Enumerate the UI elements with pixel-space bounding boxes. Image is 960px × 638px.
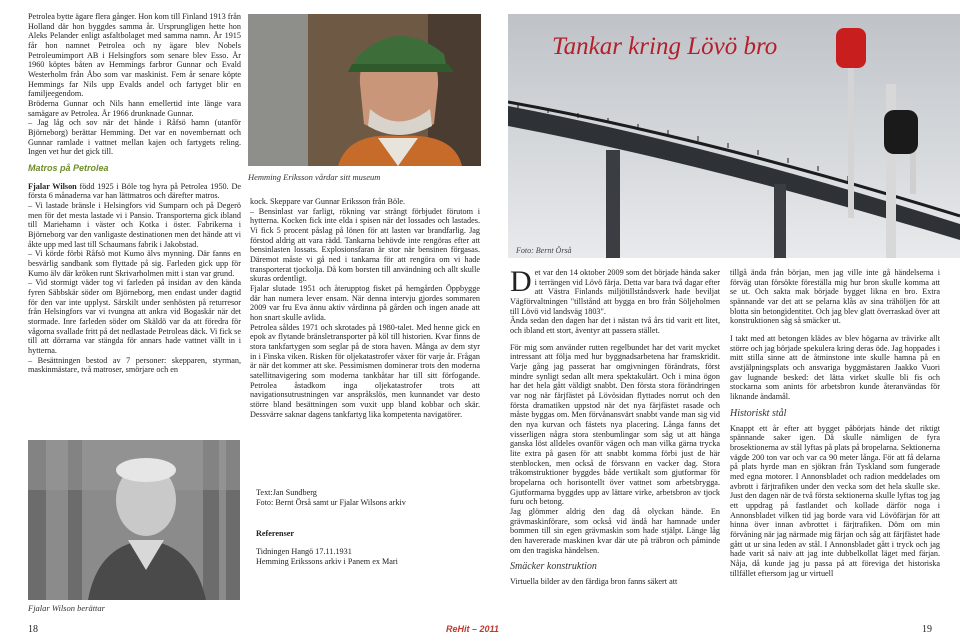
references-heading: Referenser: [256, 529, 295, 539]
col1-top: [28, 12, 241, 375]
section-heading: Smäcker konstruktion: [510, 561, 597, 573]
col4-text: [730, 268, 940, 578]
credits-block: [256, 488, 480, 566]
col2-text: [250, 197, 480, 419]
paragraph: Fjalar Wilson född 1925 i Böle tog hyra på Petrolea 1950. De första 6 månaderna var han lättmatros och därefter matros.: [28, 181, 241, 201]
paragraph: – Jag låg och sov när det hände i Råfsö hamn (utanför Björneborg) berättar Hemming. Det var en novembernatt och Gunnar ramlade i vattnet mellan kajen och fartygets reling. Ingen vet hur det gick till.: [28, 118, 241, 157]
reference-item: Hemming Erikssons arkiv i Panem ex Mari: [256, 556, 398, 566]
paragraph: – Vi lastade bränsle i Helsingfors vid Sumparn och på Degerö men för det mesta lastade vi i Pansio. Transporterna gick ibland till Mariehamn i väster och Kotka i öster. Fabrikerna i Björneborg var den vanligaste destinationen men det hände att vi åkte upp med last till Schaumans fabrik i Jakobstad.: [28, 201, 241, 249]
text-credit: Text:Jan Sundberg: [256, 488, 317, 497]
section-heading: Historiskt stål: [730, 407, 787, 419]
paragraph: Det var den 14 oktober 2009 som det började hända saker i terrängen vid Lövö färja. Detta var bara två dagar efter att Västra Finlands miljötillståndsverk hade beviljat Vägförvaltningen "tillstånd att bygga en bro från Söljeholmen till Lövö vid landsväg 1803".: [510, 265, 720, 316]
paragraph: För mig som använder rutten regelbundet har det varit mycket intressant att följa med hur byggnadsarbetena har framskridit. Varje gång jag passerat har omgivningen förändrats, först mindre synligt sedan allt mera spektakulärt. Och i mina ögon har det hela gått väldigt snabbt. Den första stora förändringen var nog när färjfästet på Lövösidan flyttades norrut och den första dramatiken uppstod när det nya färjfästet rasade och måste byggas om. Men förvånansvärt snabbt vande man sig vid den nya kurvan och fästets nya placering. Långa fanns det visserligen några stora stenbumlingar som såg ut att hänga ganska löst alldeles ovanför vägen och man vilka gärna trycka lite extra på gasen för att snabbt komma förbi just de här stenblocken, men också de försvann en vacker dag. Stora tråkomstruktioner byggdes både vertikalt som gjutformar för bropelarna och horisontellt över vattnet som arbetsbrygga. Gjutformarna byggdes upp av lättare virke, arbetsbron av tjock furu och betong.: [510, 342, 720, 507]
paragraph: Jag glömmer aldrig den dag då olyckan hände. En grävmaskinförare, som också vid ändå har hamnade under bommen till sin egen grävmaskin som hade stjälpt. Länge låg den havererade maskinen kvar där ute på träbron och påminde om den tragiska händelsen.: [510, 507, 720, 555]
article-title: Tankar kring Lövö bro: [552, 33, 778, 60]
photo-fjalar-wilson: [28, 440, 240, 600]
photo-credit-bridge: Foto: Bernt Örså: [516, 246, 572, 255]
paragraph: – Vi körde förbi Råfsö mot Kumo älvs mynning. Där fanns en besvärlig sandbank som flyttade på sig. Farleden gick upp för Kumo älv där kröken runt Skrivarholmen mitt i stan var grund.: [28, 249, 241, 278]
photo-hemming-eriksson: [248, 14, 481, 166]
person-name: Fjalar Wilson: [28, 181, 77, 191]
paragraph: Knappt ett år efter att bygget påbörjats hände det riktigt spännande saker igen. Då skulle nämligen de fyra brosektionerna av stål lyftas på plats på bropelarna. Sektionerna vägde 200 ton var och var ca 90 meter långa. För att få delarna på plats hyrde man en sjökran från Tyskland som fungerade med egna motorer. I Annonsbladet och radion meddelades om avbrott i färjtrafiken under den vecka som det hela skulle ske. Just den dagen när de två första sektionerna skulle lyftas tog jag ett uppdrag på fastlandet och kollade därför noga i Annonsbladet vilken tid jag borde vara vid Lövöfärjan för att hinna över innan avbrottet i färjtrafiken. Döm om min förvåning när jag närmade mig färjan och såg att färjfästet hade gått ut ur sina leden av stål. I Annonsbladet gått i tryck och jag hade varit så naiv att jag inte dubbelkollat läget med färjan. Nåja, då kunde jag ju passa på att föreviga det historiska tillfället eftersom jag ur virtuell: [730, 423, 940, 578]
paragraph: Bröderna Gunnar och Nils hann emellertid inte länge vara samägare av Petrolea. År 1966 drunknade Gunnar.: [28, 99, 241, 118]
paragraph: Petrolea bytte ägare flera gånger. Hon kom till Finland 1913 från Holland där hon byggdes samma år. Ursprungligen hette hon Aleks Pelander enligt asfaltbolaget med samma namn. År 1915 får hon namnet Petrolea och ny ägare blev Nobels Petroleumimport AB i Helsingfors som senare blev Esso. År 1960 köptes båten av Hemmings farbror Gunnar och Evald Westerholm från Åbo som var maskinist. Fem år senare köpte Hemmings far Nils upp Evalds andel och fartyget blir en familjeegendom.: [28, 12, 241, 99]
photo-credit: Foto: Bernt Örså samt ur Fjalar Wilsons arkiv: [256, 497, 406, 507]
paragraph: Ända sedan den dagen har det i nästan två års tid varit ett litet, och ibland ett stort, äventyr att passera stället.: [510, 316, 720, 336]
caption-hemming: Hemming Eriksson vårdar sitt museum: [248, 172, 381, 182]
paragraph: – Vid stormigt väder tog vi farleden på insidan av den kända fyren Säbbskär söder om Björneborg, men endast under dagtid för den var inte upplyst. Särskilt under senhösten på returresor från Helsingfors var vi tvungna att ankra vid Bogaskär när det stormade. Inre farleden söder om Skäldö var da att föredra för vågorna svallade fritt på det nedlastade Petroleas däck. Vi fick se till att dörrarna var stängda för annars hade vattnet vällt in i hytterna.: [28, 278, 241, 356]
paragraph: Virtuella bilder av den färdiga bron fanns säkert att: [510, 577, 678, 587]
paragraph: Petrolea såldes 1971 och skrotades på 1980-talet. Med henne gick en epok av flytande bränsletransporter på köl till historien. Kvar finns de stora tankfartygen som seglar på de stora haven. Många av dem styr in i Finska viken. Risken för oljekatastrofer växer för varje år. Frågan är när det kommer att ske. Pessimismen dominerar trots den moderna satellitnavigering som moderna tankbåtar har till sitt förfogande. Petrolea åstadkom inga oljekatastrofer trots att navigationsutrustningen var anspråkslös, men kunnandet var desto större bland besättningen som vuxit upp bland kobbar och skär. Dessvärre saknar dagens tankfartyg lika kompetenta navigatörer.: [250, 322, 480, 419]
page-number-right: 19: [922, 624, 932, 636]
paragraph: – Bensinlast var farligt, rökning var strängt förbjudet förutom i hytterna. Kocken fick inte elda i spisen när det lossades och lastades. Vi fick 5 procent påslag på lönen för att lasten var brandfarlig. Jag förstod aldrig att vara rädd. Tankarna behövde inte rengöras efter att bensinlasten lossats. Explosionsfaran är stor när bensinen förgasas. Däremot måste vi gå ned i tankarna för att rengöra om vi hade transporterat tjockolja. Då kom borsten till användning och allt skulle skuras ordentligt.: [250, 206, 480, 284]
footer-mark: ReHit – 2011: [446, 624, 499, 635]
paragraph: tillgå ända från början, men jag ville inte gå händelserna i förväg utan försökte föreställa mig hur bron skulle komma att se ut. Och sakta mak började bygget likna en bro. Extra spännande var det att se pelarna klås av sina trähöljen för att blotta sin betongidentitet. Och jag blev glatt överraskad över att konstruktionen såg så smäcker ut.: [730, 268, 940, 326]
paragraph: kock. Skeppare var Gunnar Eriksson från Böle.: [250, 197, 406, 206]
paragraph: Fjalar slutade 1951 och återupptog fisket på hemgården Öppbygge där han numera lever ensam. När denna intervju gjordes sommaren 2009 var fru Eva ännu aktiv vårdinna på gården och ingen anade att hon snart skulle avlida.: [250, 284, 480, 323]
section-heading: Matros på Petrolea: [28, 163, 109, 174]
page-number-left: 18: [28, 624, 38, 636]
paragraph: – Besättningen bestod av 7 personer: skepparen, styrman, maskinmästare, två matroser, smörjare och en: [28, 355, 241, 375]
drop-cap: D: [510, 265, 532, 298]
col3-text: [510, 265, 720, 587]
caption-fjalar: Fjalar Wilson berättar: [28, 603, 105, 613]
reference-item: Tidningen Hangö 17.11.1931: [256, 547, 352, 557]
paragraph: I takt med att betongen klädes av blev högarna av trävirke allt större och jag började spekulera kring deras öde. Jag hoppades i mitt stilla sinne att de åtminstone inte skulle hamna på en avstjälpningsplats och ansvariga byggmästaren Jaakko Vuori gav lugnande besked: det lätta virket skulle bli fis och stockarna som anints för arbetsbron kunde återanvändas för liknande ändamål.: [730, 334, 940, 402]
